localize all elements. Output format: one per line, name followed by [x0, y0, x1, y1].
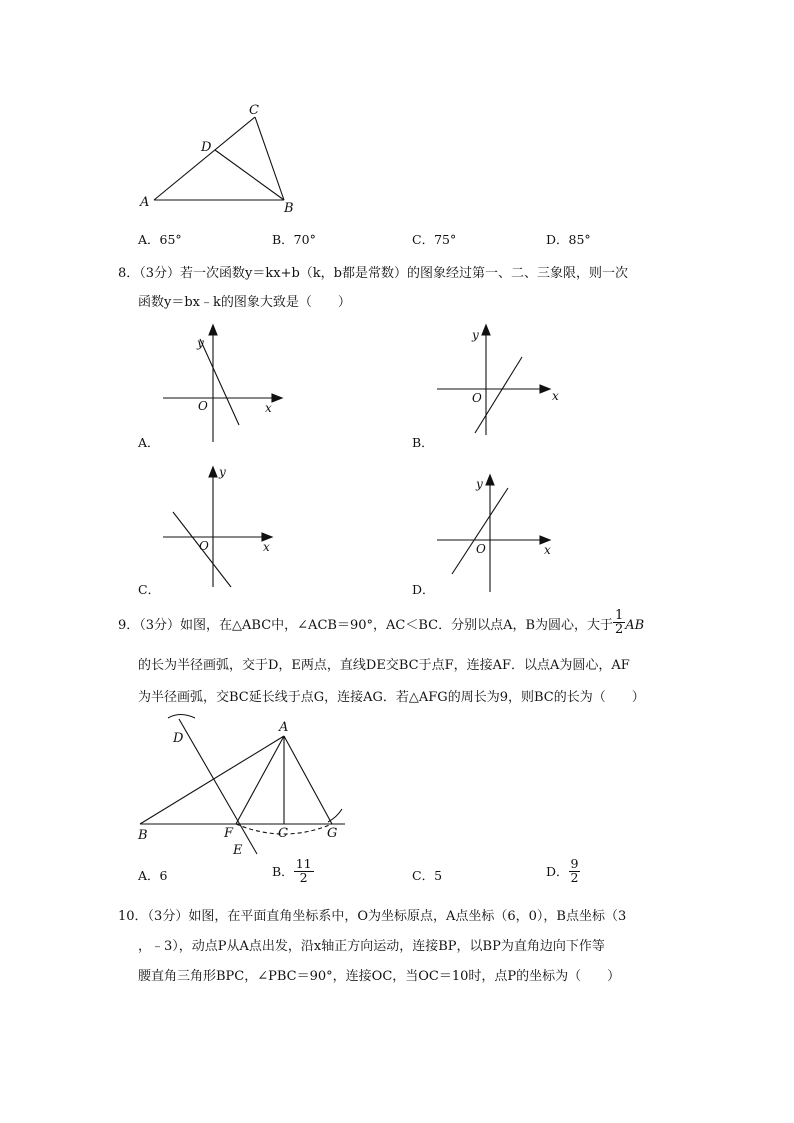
q9-option-d-fraction	[569, 858, 581, 884]
q9-label-G: G	[327, 826, 338, 841]
q8a-origin-label: O	[198, 399, 208, 413]
q9-stem-line1	[118, 608, 645, 637]
q8-stem-line2: 函数y＝bx﹣k的图象大致是（ ）	[138, 295, 351, 310]
q8-option-a[interactable]: A．	[138, 435, 160, 450]
q9-label-D: D	[173, 731, 184, 746]
q8d-origin-label: O	[476, 542, 486, 556]
q9-stem-line1-ab: AB	[625, 618, 645, 633]
q9-stem-line1-text: 9．（3分）如图，在△ABC中，∠ACB＝90°，AC＜BC．分别以点A，B为圆心，大于	[118, 618, 614, 633]
q8c-y-label: y	[219, 465, 226, 479]
q9-segment-AG	[284, 736, 332, 824]
q8d-y-label: y	[476, 477, 483, 491]
q10-stem-line1: 10．（3分）如图，在平面直角坐标系中，O为坐标原点，A点坐标（6，0），B点坐标（3	[118, 909, 627, 924]
q8-option-d[interactable]: D．	[412, 582, 435, 597]
q9-option-b[interactable]	[272, 858, 314, 884]
q7-side-CB	[255, 117, 284, 200]
q7-option-d[interactable]: D．85°	[546, 232, 591, 247]
q8-graph-c	[158, 462, 288, 592]
q8-option-c[interactable]: C．	[138, 582, 161, 597]
q8-graph-d	[432, 470, 572, 595]
q9-option-d-prefix: D．	[546, 864, 569, 879]
q9-option-d[interactable]	[546, 858, 580, 884]
q9-option-a[interactable]: A．6	[138, 868, 168, 883]
q7-option-b[interactable]: B．70°	[272, 232, 316, 247]
q8-graph-b	[432, 320, 572, 440]
q8-graph-a	[158, 322, 288, 447]
q8b-x-label: x	[552, 389, 559, 403]
q7-segment-DB	[215, 150, 284, 200]
q9-half-denominator: 2	[615, 622, 624, 637]
q7-side-AC	[154, 117, 255, 200]
q7-label-D: D	[201, 140, 212, 155]
q9-label-A: A	[279, 720, 289, 735]
q7-triangle-figure	[130, 100, 310, 220]
q9-stem-line3: 为半径画弧，交BC延长线于点G，连接AG．若△AFG的周长为9，则BC的长为（ ）	[138, 690, 645, 705]
q7-label-B: B	[284, 201, 294, 216]
q9-option-b-numerator: 11	[295, 856, 312, 871]
q7-label-C: C	[249, 103, 259, 118]
q9-label-E: E	[233, 843, 243, 858]
q8c-x-label: x	[263, 540, 270, 554]
q7-label-A: A	[140, 195, 150, 210]
q8-stem-line1: 8．（3分）若一次函数y＝kx+b（k，b都是常数）的图象经过第一、二、三象限，则一次	[118, 266, 629, 281]
q9-half-fraction	[613, 609, 625, 636]
q10-stem-line3: 腰直角三角形BPC，∠PBC＝90°，连接OC，当OC＝10时，点P的坐标为（ ）	[138, 969, 621, 984]
q7-option-c[interactable]: C．75°	[412, 232, 457, 247]
q9-option-d-denominator: 2	[570, 869, 579, 885]
q10-stem-line2: ，﹣3），动点P从A点出发，沿x轴正方向运动，连接BP，以BP为直角边向下作等	[138, 939, 605, 954]
q9-label-C: C	[278, 826, 288, 841]
q8a-x-label: x	[265, 401, 272, 415]
q9-construction-figure	[130, 706, 370, 861]
q9-stem-line2: 的长为半径画弧，交于D，E两点，直线DE交BC于点F，连接AF．以点A为圆心，AF	[138, 658, 630, 673]
q9-option-b-denominator: 2	[299, 869, 308, 885]
q8b-y-label: y	[472, 328, 479, 342]
q7-option-a[interactable]: A．65°	[138, 232, 182, 247]
q9-option-c[interactable]: C．5	[412, 868, 443, 883]
q9-arc-D	[168, 715, 195, 719]
q9-segment-AF	[236, 736, 284, 824]
q8a-y-label: y	[197, 336, 204, 350]
q9-option-b-prefix: B．	[272, 864, 294, 879]
q9-option-b-fraction	[294, 858, 314, 884]
q9-option-d-numerator: 9	[570, 856, 579, 871]
q9-half-numerator: 1	[615, 608, 624, 623]
q8-option-b[interactable]: B．	[412, 435, 434, 450]
q9-label-F: F	[224, 826, 234, 841]
q9-line-DE	[179, 719, 257, 854]
q9-side-BA	[140, 736, 284, 824]
q8d-x-label: x	[544, 543, 551, 557]
q8b-origin-label: O	[472, 391, 482, 405]
q9-label-B: B	[138, 828, 148, 843]
q8c-origin-label: O	[199, 539, 209, 553]
